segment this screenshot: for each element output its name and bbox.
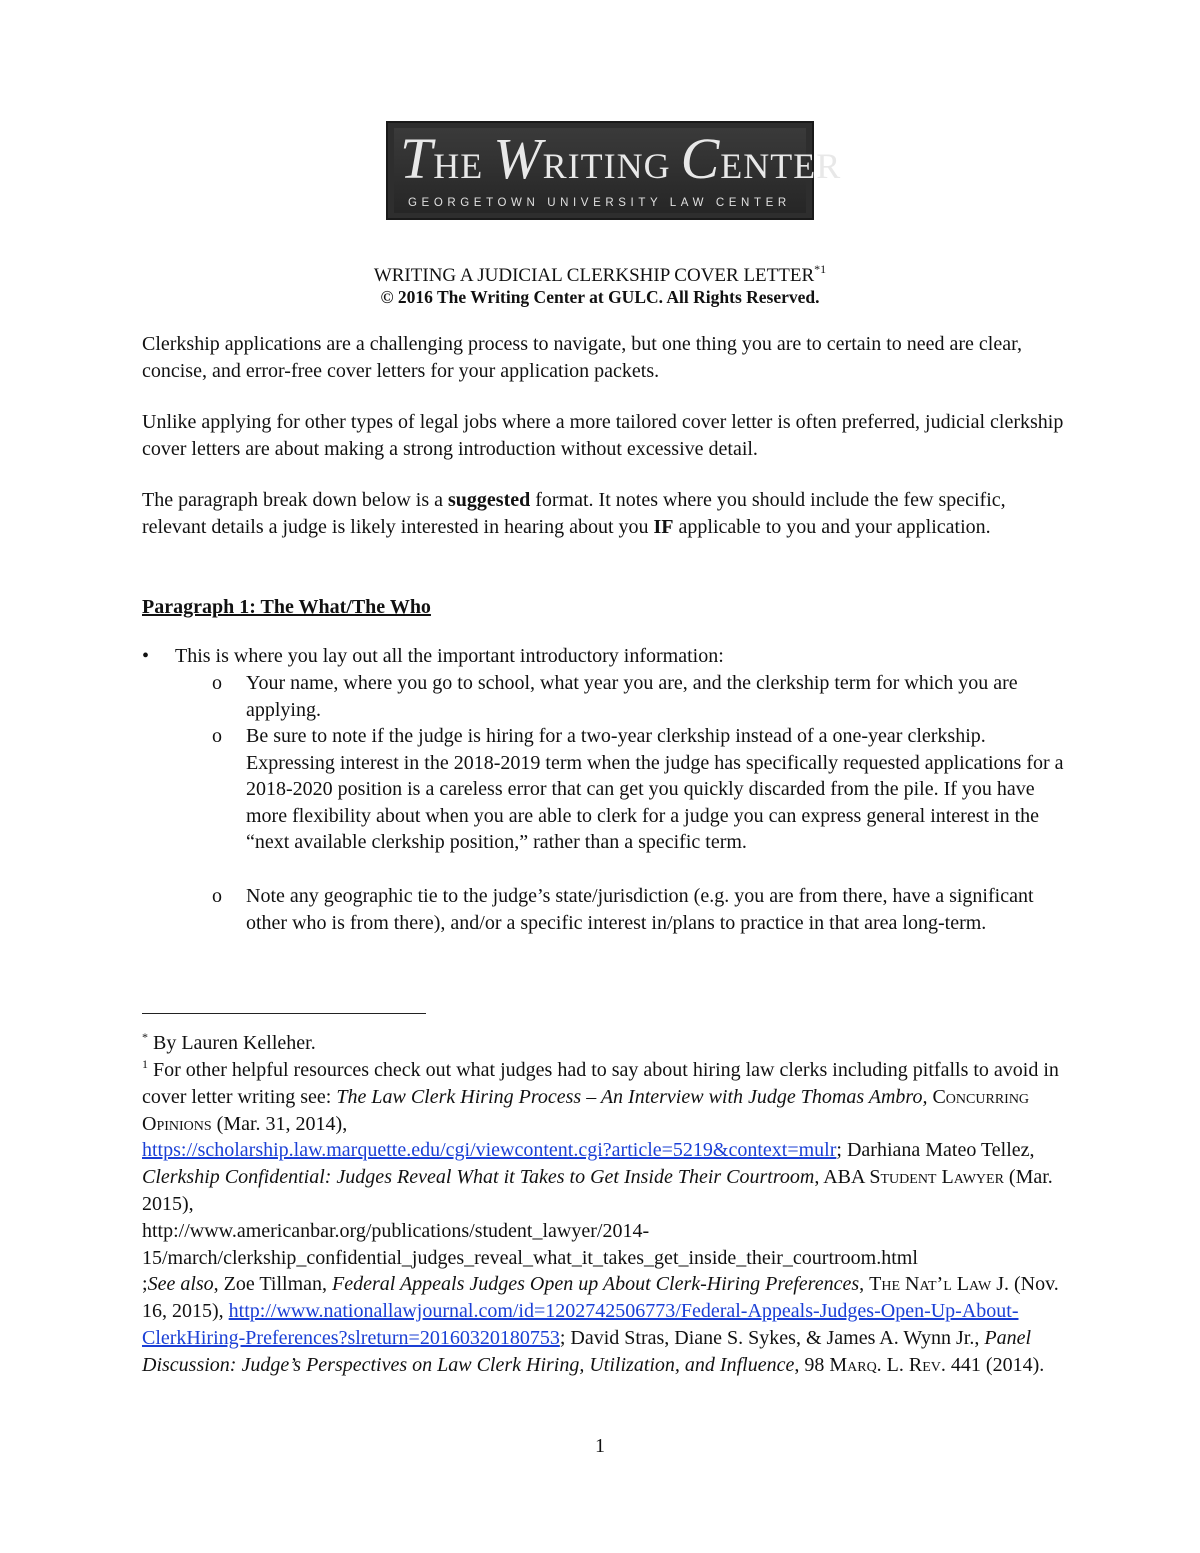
footnote-separator xyxy=(142,1013,426,1014)
fn-url-text: 15/march/clerkship_confidential_judges_reveal_what_it_takes_get_inside_their_courtroom.html xyxy=(142,1246,918,1269)
fn-text: For other helpful resources check out what judges had to say about hiring law clerks including pitfalls to avoid in cover letter writing see: xyxy=(142,1059,1059,1108)
fn-text: , xyxy=(859,1273,870,1296)
fn-smallcaps: Marq. L. Rev. xyxy=(829,1353,946,1376)
sub-bullet-icon: o xyxy=(212,885,222,907)
section-heading: Paragraph 1: The What/The Who xyxy=(142,596,431,618)
logo-word-the: HE xyxy=(433,146,484,186)
fn-italic-title: Federal Appeals Judges Open up About Clerk-Hiring Preferences xyxy=(332,1273,860,1296)
document-title xyxy=(0,257,1200,288)
fn-italic-title: Clerkship Confidential: Judges Reveal What it Takes to Get Inside Their Courtroom xyxy=(142,1166,815,1189)
fn-italic-signal: See also xyxy=(147,1273,214,1296)
title-footnote-marks: *1 xyxy=(814,262,827,276)
logo-word-writing: RITING xyxy=(542,146,671,186)
fn-text: (Mar. 31, 2014), xyxy=(211,1112,348,1135)
logo-letter-t: T xyxy=(400,126,434,191)
sub-item-text: Note any geographic tie to the judge’s state/jurisdiction (e.g. you are from there, have a significant other who is from there), and/or a specific interest in/plans to practice in that area long-term. xyxy=(246,885,1034,934)
title-text: WRITING A JUDICIAL CLERKSHIP COVER LETTER xyxy=(373,265,815,286)
fn-text: (Nov. 16, 2015), xyxy=(142,1273,1059,1323)
fn-url-text: http://www.americanbar.org/publications/student_lawyer/2014- xyxy=(142,1219,650,1242)
bullet-icon: • xyxy=(142,645,150,667)
fn-italic-title: Panel Discussion: Judge’s Perspectives on Law Clerk Hiring, Utilization, and Influence xyxy=(142,1326,1032,1376)
sub-item-text: Be sure to note if the judge is hiring for a two-year clerkship instead of a one-year clerkship. Expressing interest in the 2018-2019 term when the judge has specifically requested applications for a 2018-2020 position is a careless error that can get you quickly discarded from the pile. If you have more flexibility about when you are able to clerk for a judge you can express general interest in the “next available clerkship position,” rather than a specific term. xyxy=(246,725,1064,853)
logo-letter-w: W xyxy=(493,126,543,191)
fn-smallcaps: Concurring Opinions xyxy=(142,1085,1030,1135)
p3-bold-suggested: suggested xyxy=(448,489,531,511)
intro-paragraph-2: Unlike applying for other types of legal jobs where a more tailored cover letter is often preferred, judicial clerkship cover letters are about making a strong introduction without excessive detail. xyxy=(142,411,1064,460)
sub-item-text: Your name, where you go to school, what year you are, and the clerkship term for which you are applying. xyxy=(246,672,1018,721)
fn-text: (Mar. 2015), xyxy=(142,1166,1053,1215)
logo-word-center: ENTER xyxy=(720,146,842,186)
intro-paragraph-3 xyxy=(142,487,1072,540)
p3-text-c: format. It notes where you should include the few specific, relevant details a judge is likely interested in hearing about you xyxy=(142,489,1006,538)
p3-text-a: The paragraph break down below is a xyxy=(142,489,448,511)
footnote-link-marquette[interactable]: https://scholarship.law.marquette.edu/cgi/viewcontent.cgi?article=5219&context=mulr xyxy=(142,1139,837,1162)
footnote-star-text: By Lauren Kelleher. xyxy=(148,1032,316,1054)
footnote-link-nlj[interactable]: http://www.nationallawjournal.com/id=1202742506773/Federal-Appeals-Judges-Open-Up-About-ClerkHiring-Preferences?slreturn=20160320180753 xyxy=(142,1300,1019,1349)
bullet-text: This is where you lay out all the important introductory information: xyxy=(175,645,724,667)
footnote-star-mark: * xyxy=(142,1030,148,1044)
fn-text: , ABA xyxy=(814,1166,870,1189)
logo-letter-c: C xyxy=(680,126,721,191)
fn-text: ; David Stras, Diane S. Sykes, & James A. Wynn Jr., xyxy=(559,1326,985,1349)
sub-bullet-icon: o xyxy=(212,725,222,747)
fn-smallcaps: The Nat’l Law J. xyxy=(869,1273,1009,1296)
fn-text: ; Darhiana Mateo Tellez, xyxy=(836,1139,1035,1162)
logo-subtitle: GEORGETOWN UNIVERSITY LAW CENTER xyxy=(408,197,791,209)
page-number: 1 xyxy=(595,1435,605,1457)
footnote-1 xyxy=(142,1051,1072,1379)
intro-paragraph-1: Clerkship applications are a challenging process to navigate, but one thing you are to certain to need are clear, concise, and error-free cover letters for your application packets. xyxy=(142,333,1022,382)
p3-text-e: applicable to you and your application. xyxy=(673,515,991,538)
copyright-line: © 2016 The Writing Center at GULC. All Rights Reserved. xyxy=(380,287,820,307)
fn-text: , 98 xyxy=(794,1353,830,1376)
logo-wordmark xyxy=(400,126,842,191)
sub-bullet-icon: o xyxy=(212,672,222,694)
fn-text: , Zoe Tillman, xyxy=(213,1273,333,1296)
fn-text: 441 (2014). xyxy=(945,1353,1045,1376)
fn-smallcaps: Student Lawyer xyxy=(869,1166,1004,1189)
writing-center-logo xyxy=(386,121,842,220)
fn-italic-title: The Law Clerk Hiring Process – An Interview with Judge Thomas Ambro, xyxy=(336,1085,928,1108)
footnote-1-mark: 1 xyxy=(142,1057,148,1071)
fn-text: ; xyxy=(142,1273,148,1296)
p3-bold-if: IF xyxy=(653,515,674,538)
